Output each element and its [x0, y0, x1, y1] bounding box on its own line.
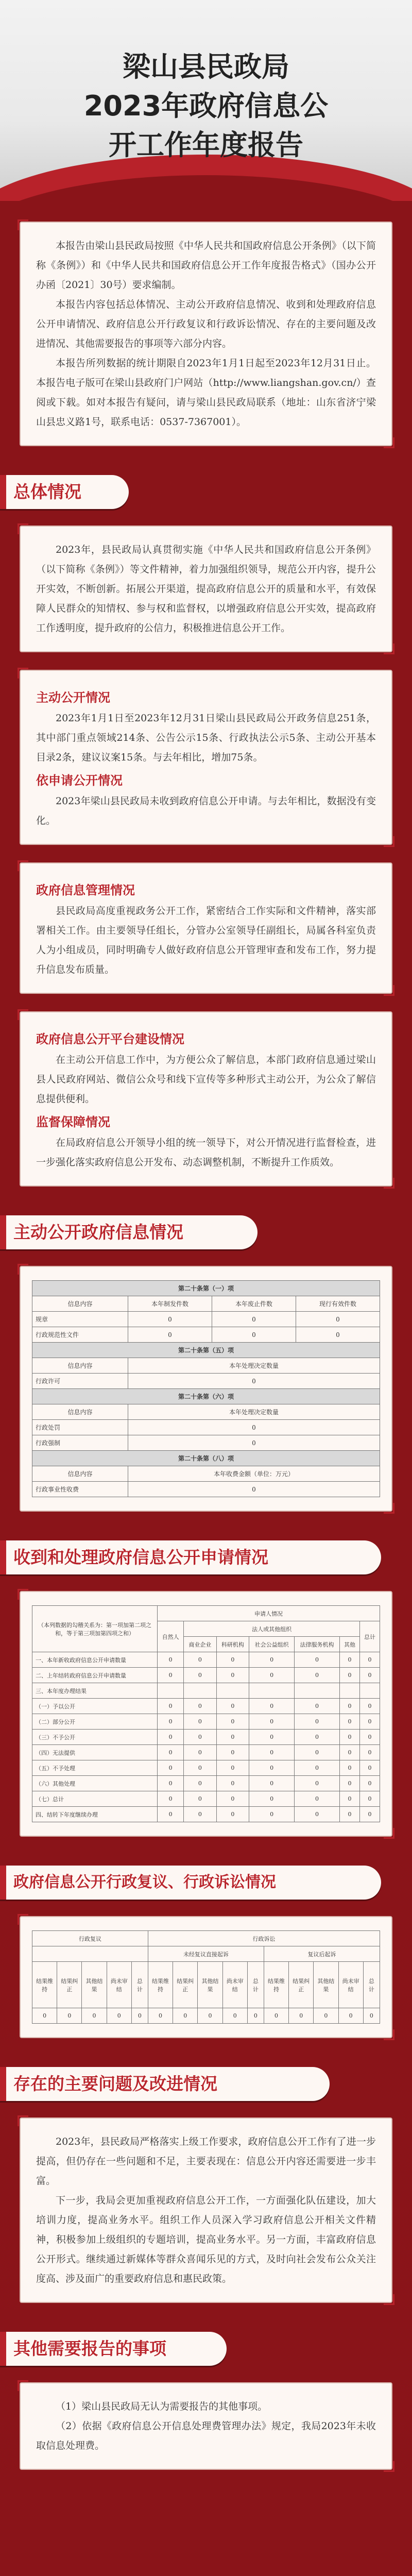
table-cell: 0: [363, 2008, 380, 2024]
table-cell: 0: [184, 1791, 216, 1807]
table-cell: 0: [128, 1327, 212, 1343]
table-header-cell: 结果维持: [32, 1962, 57, 2008]
table-cell: 0: [359, 1760, 380, 1776]
table-header-cell: 总计: [359, 1621, 380, 1652]
active-apply-card: [20, 670, 392, 845]
overall-card: [20, 526, 392, 652]
table-header-cell: 行政诉讼: [148, 1931, 380, 1946]
table-header-cell: 自然人: [158, 1621, 184, 1652]
intro-paragraph: 本报告由梁山县民政局按照《中华人民共和国政府信息公开条例》（以下简称《条例》）和《中华人民共和国政府信息公开工作年度报告格式》（国办公开办函〔2021〕30号）要求编制。: [36, 240, 376, 291]
table-header-cell: 总计: [363, 1962, 380, 2008]
review-table-card: [20, 1916, 392, 2038]
title-line: 开工作年度报告: [109, 129, 303, 161]
table-cell: 0: [216, 1652, 249, 1668]
table-header-cell: 信息内容: [32, 1466, 128, 1482]
table-cell: 0: [249, 1699, 295, 1714]
section-banner-overall: [0, 475, 412, 509]
table-cell: 0: [158, 1699, 184, 1714]
table-cell: 0: [184, 1776, 216, 1791]
table-cell: 二、上年结转政府信息公开申请数量: [32, 1668, 158, 1683]
other-card: [20, 2382, 392, 2470]
table-cell: 0: [295, 1791, 340, 1807]
table-cell: 行政规范性文件: [32, 1327, 128, 1343]
table-cell: 0: [249, 1745, 295, 1760]
table-header-cell: 本年制发件数: [128, 1296, 212, 1312]
table-cell: 0: [184, 1730, 216, 1745]
table-cell: [340, 1683, 360, 1699]
table-header-cell: 科研机构: [216, 1637, 249, 1652]
table-cell: 0: [296, 1327, 380, 1343]
table-cell: 行政许可: [32, 1374, 128, 1389]
table-cell: 0: [340, 1745, 360, 1760]
table-cell: 0: [216, 1699, 249, 1714]
table-cell: 0: [249, 1668, 295, 1683]
table-header-cell: 其他结果: [198, 1962, 222, 2008]
table-row: [32, 1730, 380, 1745]
table-cell: 0: [359, 1699, 380, 1714]
table-cell: 0: [128, 1482, 380, 1497]
table-cell: 0: [131, 2008, 148, 2024]
table-cell: 0: [216, 1760, 249, 1776]
table-cell: 0: [216, 1791, 249, 1807]
table-cell: 0: [359, 1807, 380, 1822]
overall-paragraph: 2023年，县民政局认真贯彻实施《中华人民共和国政府信息公开条例》（以下简称《条例》）等文件精神，着力加强组织领导，规范公开内容，提升公开实效，不断创新。拓展公开渠道，提高政府信息公开的质量和水平，有效保障人民群众的知情权、参与权和监督权，以增强政府信息公开实效，提高政府工作透明度，提升政府的公信力，积极推进信息公开工作。: [36, 544, 376, 634]
table-cell: 0: [359, 1730, 380, 1745]
table-cell: 0: [216, 1776, 249, 1791]
table-cell: 0: [32, 2008, 57, 2024]
table-cell: 0: [198, 2008, 222, 2024]
apply-table-body: [32, 1652, 380, 1822]
table-header-cell: 尚未审结: [107, 1962, 131, 2008]
table-header-cell: 总计: [247, 1962, 264, 2008]
table-cell: （二）部分公开: [32, 1714, 158, 1730]
table-row: [32, 1714, 380, 1730]
table-cell: 0: [216, 1714, 249, 1730]
table-header-cell: 申请人情况: [158, 1606, 380, 1621]
title-line: 梁山县民政局: [123, 50, 289, 83]
table-cell: 0: [128, 1374, 380, 1389]
table-cell: 0: [295, 1730, 340, 1745]
table-block-title: 第二十条第（六）项: [32, 1389, 380, 1404]
table-cell: 行政事业性收费: [32, 1482, 128, 1497]
table-cell: 0: [340, 1730, 360, 1745]
table-row: [32, 1435, 380, 1451]
apply-table: [32, 1605, 380, 1822]
section-banner-other: [0, 2332, 412, 2366]
table-header-cell: 本年处理决定数量: [128, 1404, 380, 1420]
table-cell: 0: [340, 1668, 360, 1683]
platform-card: [20, 1011, 392, 1187]
section-title: 主动公开政府信息情况: [13, 1222, 183, 1242]
table-cell: 0: [249, 1776, 295, 1791]
table-cell: 规章: [32, 1312, 128, 1327]
table-cell: 0: [359, 1791, 380, 1807]
table-header-cell: 信息内容: [32, 1358, 128, 1374]
table-cell: 0: [158, 1745, 184, 1760]
table-cell: 0: [184, 1760, 216, 1776]
table-cell: 0: [158, 1668, 184, 1683]
table-cell: 0: [216, 1807, 249, 1822]
table-cell: 0: [295, 1776, 340, 1791]
active-table-card: [20, 1266, 392, 1512]
table-header-cell: 结果维持: [148, 1962, 173, 2008]
table-cell: 0: [295, 1714, 340, 1730]
table-cell: 0: [128, 1420, 380, 1435]
table-row: [32, 1791, 380, 1807]
table-header-cell: 其他结果: [82, 1962, 107, 2008]
table-header-cell: 行政复议: [32, 1931, 148, 1946]
table-header-cell: 复议后起诉: [264, 1946, 380, 1962]
table-cell: 0: [184, 1745, 216, 1760]
table-cell: 0: [340, 1652, 360, 1668]
table-row: [32, 1420, 380, 1435]
table-cell: 0: [249, 1760, 295, 1776]
table-cell: 0: [264, 2008, 288, 2024]
table-cell: [249, 1683, 295, 1699]
table-cell: 0: [158, 1714, 184, 1730]
title-line: 2023年政府信息公: [83, 90, 329, 122]
table-header-cell: 其他结果: [314, 1962, 338, 2008]
table-cell: 0: [359, 1776, 380, 1791]
table-cell: 0: [212, 1327, 296, 1343]
other-paragraph: （2）依据《政府信息公开信息处理费管理办法》规定，我局2023年未收取信息处理费。: [36, 2420, 376, 2451]
table-cell: 0: [249, 1652, 295, 1668]
table-cell: 0: [295, 1699, 340, 1714]
table-row: [32, 1374, 380, 1389]
table-cell: 0: [359, 1745, 380, 1760]
table-cell: [158, 1683, 184, 1699]
table-cell: 0: [340, 1714, 360, 1730]
section-banner-issues: [0, 2067, 412, 2101]
section-banner-review: [0, 1866, 412, 1900]
table-block-title: 第二十条第（八）项: [32, 1451, 380, 1466]
table-header-cell: 结果纠正: [173, 1962, 198, 2008]
table-cell: 0: [222, 2008, 247, 2024]
table-header-cell: [32, 1946, 148, 1962]
section-banner-apply: [0, 1540, 412, 1574]
table-header-cell: 社会公益组织: [249, 1637, 295, 1652]
manage-card: [20, 862, 392, 994]
table-cell: 0: [249, 1791, 295, 1807]
table-cell: （七）总计: [32, 1791, 158, 1807]
issues-paragraph: 下一步，我局会更加重视政府信息公开工作，一方面强化队伍建设，加大培训力度，提高业务水平。组织工作人员深入学习政府信息公开相关文件精神，积极参加上级组织的专题培训，提高业务水平。另一方面，丰富政府信息公开形式。继续通过新媒体等群众喜闻乐见的方式，及时向社会发布公众关注度高、涉及面广的重要政府信息和惠民政策。: [36, 2195, 376, 2284]
table-cell: （五）不予处理: [32, 1760, 158, 1776]
table-cell: 0: [212, 1312, 296, 1327]
table-cell: （四）无法提供: [32, 1745, 158, 1760]
table-cell: 三、本年度办理结果: [32, 1683, 158, 1699]
table-header-cell: 本年收费金额（单位：万元）: [128, 1466, 380, 1482]
intro-paragraph: 本报告所列数据的统计期限自2023年1月1日起至2023年12月31日止。本报告电子版可在梁山县政府门户网站（http://www.liangshan.gov.cn/）查阅或下载。如对本报告有疑问，请与梁山县民政局联系（地址：山东省济宁梁山县忠义路1号，联系电话：0537-7367001）。: [36, 358, 376, 428]
subhead-manage: 政府信息管理情况: [36, 883, 135, 897]
table-cell: [216, 1683, 249, 1699]
intro-card: [20, 222, 392, 446]
table-cell: 0: [247, 2008, 264, 2024]
table-row: [32, 2008, 380, 2024]
other-paragraph: （1）梁山县民政局无认为需要报告的其他事项。: [56, 2401, 268, 2412]
table-cell: 0: [184, 1699, 216, 1714]
table-cell: 0: [158, 1730, 184, 1745]
supervise-paragraph: 在局政府信息公开领导小组的统一领导下，对公开情况进行监督检查，进一步强化落实政府信息公开发布、动态调整机制，不断提升工作质效。: [36, 1137, 376, 1168]
table-cell: [184, 1683, 216, 1699]
table-cell: 0: [295, 1668, 340, 1683]
table-header-cell: 本年废止件数: [212, 1296, 296, 1312]
table-cell: 0: [128, 1312, 212, 1327]
apply-table-card: [20, 1591, 392, 1837]
table-header-cell: 信息内容: [32, 1296, 128, 1312]
table-row: [32, 1683, 380, 1699]
table-cell: （六）其他处理: [32, 1776, 158, 1791]
active-disclosure-table: [32, 1280, 380, 1497]
intro-paragraph: 本报告内容包括总体情况、主动公开政府信息情况、收到和处理政府信息公开申请情况、政府信息公开行政复议和行政诉讼情况、存在的主要问题及改进情况、其他需要报告的事项等六部分内容。: [36, 299, 376, 349]
table-cell: 0: [359, 1668, 380, 1683]
table-cell: 0: [295, 1807, 340, 1822]
table-cell: 0: [158, 1807, 184, 1822]
table-cell: 0: [184, 1807, 216, 1822]
table-cell: 0: [158, 1776, 184, 1791]
table-cell: 四、结转下年度继续办理: [32, 1807, 158, 1822]
table-header-cell: 结果维持: [264, 1962, 288, 2008]
section-title: 政府信息公开行政复议、行政诉讼情况: [13, 1873, 276, 1891]
table-cell: 0: [249, 1807, 295, 1822]
table-cell: 0: [184, 1668, 216, 1683]
table-cell: 0: [249, 1730, 295, 1745]
table-header-cell: 本年处理决定数量: [128, 1358, 380, 1374]
table-cell: 0: [158, 1760, 184, 1776]
table-header-cell: 结果纠正: [289, 1962, 314, 2008]
manage-paragraph: 县民政局高度重视政务公开工作，紧密结合工作实际和文件精神，落实部署相关工作。由主要领导任组长，分管办公室领导任副组长，局属各科室负责人为小组成员，同时明确专人做好政府信息公开管理审查和发布工作，努力提升信息发布质量。: [36, 905, 376, 975]
table-row: [32, 1668, 380, 1683]
table-cell: 0: [128, 1435, 380, 1451]
table-header-cell: 尚未审结: [338, 1962, 363, 2008]
table-cell: 0: [82, 2008, 107, 2024]
table-cell: 0: [184, 1652, 216, 1668]
table-cell: 0: [314, 2008, 338, 2024]
table-cell: 0: [216, 1668, 249, 1683]
report-title: [0, 47, 412, 165]
table-cell: [295, 1683, 340, 1699]
table-cell: 0: [295, 1760, 340, 1776]
table-cell: 0: [340, 1760, 360, 1776]
table-cell: 0: [184, 1714, 216, 1730]
table-row: [32, 1482, 380, 1497]
table-cell: （一）予以公开: [32, 1699, 158, 1714]
section-title: 收到和处理政府信息公开申请情况: [13, 1547, 268, 1567]
table-cell: 0: [158, 1652, 184, 1668]
table-cell: 行政处罚: [32, 1420, 128, 1435]
table-cell: 0: [340, 1791, 360, 1807]
table-cell: 0: [340, 1699, 360, 1714]
table-header-cell: 未经复议直接起诉: [148, 1946, 264, 1962]
table-cell: 0: [57, 2008, 82, 2024]
subhead-active: 主动公开情况: [36, 690, 110, 705]
subhead-supervise: 监督保障情况: [36, 1115, 110, 1129]
table-row: [32, 1807, 380, 1822]
table-cell: 0: [289, 2008, 314, 2024]
subhead-platform: 政府信息公开平台建设情况: [36, 1032, 184, 1046]
table-header-cell: 其他: [340, 1637, 360, 1652]
table-header-cell: 总计: [131, 1962, 148, 2008]
table-cell: [359, 1683, 380, 1699]
apply-paragraph: 2023年梁山县民政局未收到政府信息公开申请。与去年相比，数据没有变化。: [36, 795, 376, 826]
table-cell: 0: [249, 1714, 295, 1730]
review-table: [32, 1930, 380, 2024]
table-header-cell: 结果纠正: [57, 1962, 82, 2008]
table-cell: 一、本年新收政府信息公开申请数量: [32, 1652, 158, 1668]
table-row: [32, 1760, 380, 1776]
table-row: [32, 1699, 380, 1714]
table-cell: 0: [296, 1312, 380, 1327]
table-header-cell: 信息内容: [32, 1404, 128, 1420]
table-row: [32, 1652, 380, 1668]
table-header-cell: 尚未审结: [222, 1962, 247, 2008]
table-cell: 0: [107, 2008, 131, 2024]
table-row: [32, 1312, 380, 1327]
table-cell: 0: [340, 1807, 360, 1822]
issues-card: [20, 2117, 392, 2303]
table-block-title: 第二十条第（一）项: [32, 1281, 380, 1296]
table-header-cell: 法律服务机构: [295, 1637, 340, 1652]
table-cell: 0: [216, 1745, 249, 1760]
report-header: [0, 0, 412, 201]
table-cell: 0: [173, 2008, 198, 2024]
platform-paragraph: 在主动公开信息工作中，为方便公众了解信息，本部门政府信息通过梁山县人民政府网站、微信公众号和线下宣传等多种形式主动公开，为公众了解信息提供便利。: [36, 1054, 376, 1105]
active-paragraph: 2023年1月1日至2023年12月31日梁山县民政局公开政务信息251条，其中部门重点领域214条、公告公示15条、行政执法公示5条、主动公开基本目录2条，建议议案15条。与去年相比，增加75条。: [36, 713, 376, 763]
table-cell: （三）不予公开: [32, 1730, 158, 1745]
table-row: [32, 1776, 380, 1791]
table-cell: 0: [340, 1776, 360, 1791]
table-cell: 0: [158, 1791, 184, 1807]
table-cell: 0: [216, 1730, 249, 1745]
issues-paragraph: 2023年，县民政局严格落实上级工作要求，政府信息公开工作有了进一步提高，但仍存在一些问题和不足，主要表现在：信息公开内容还需要进一步丰富。: [36, 2136, 376, 2187]
table-cell: 0: [295, 1745, 340, 1760]
section-banner-active: [0, 1215, 412, 1249]
table-row: [32, 1327, 380, 1343]
table-cell: 0: [295, 1652, 340, 1668]
section-title: 存在的主要问题及改进情况: [13, 2074, 217, 2094]
table-cell: 行政强制: [32, 1435, 128, 1451]
table-header-cell: （本列数据的勾稽关系为：第一项加第二项之和，等于第三项加第四项之和）: [32, 1606, 158, 1652]
table-header-cell: 现行有效件数: [296, 1296, 380, 1312]
table-cell: 0: [359, 1714, 380, 1730]
table-cell: 0: [148, 2008, 173, 2024]
subhead-apply: 依申请公开情况: [36, 773, 123, 788]
table-block-title: 第二十条第（五）项: [32, 1343, 380, 1358]
table-header-cell: 法人或其他组织: [184, 1621, 360, 1637]
section-title: 其他需要报告的事项: [13, 2338, 166, 2359]
table-cell: 0: [338, 2008, 363, 2024]
table-cell: 0: [359, 1652, 380, 1668]
section-title: 总体情况: [13, 482, 81, 502]
table-row: [32, 1745, 380, 1760]
table-header-cell: 商业企业: [184, 1637, 216, 1652]
